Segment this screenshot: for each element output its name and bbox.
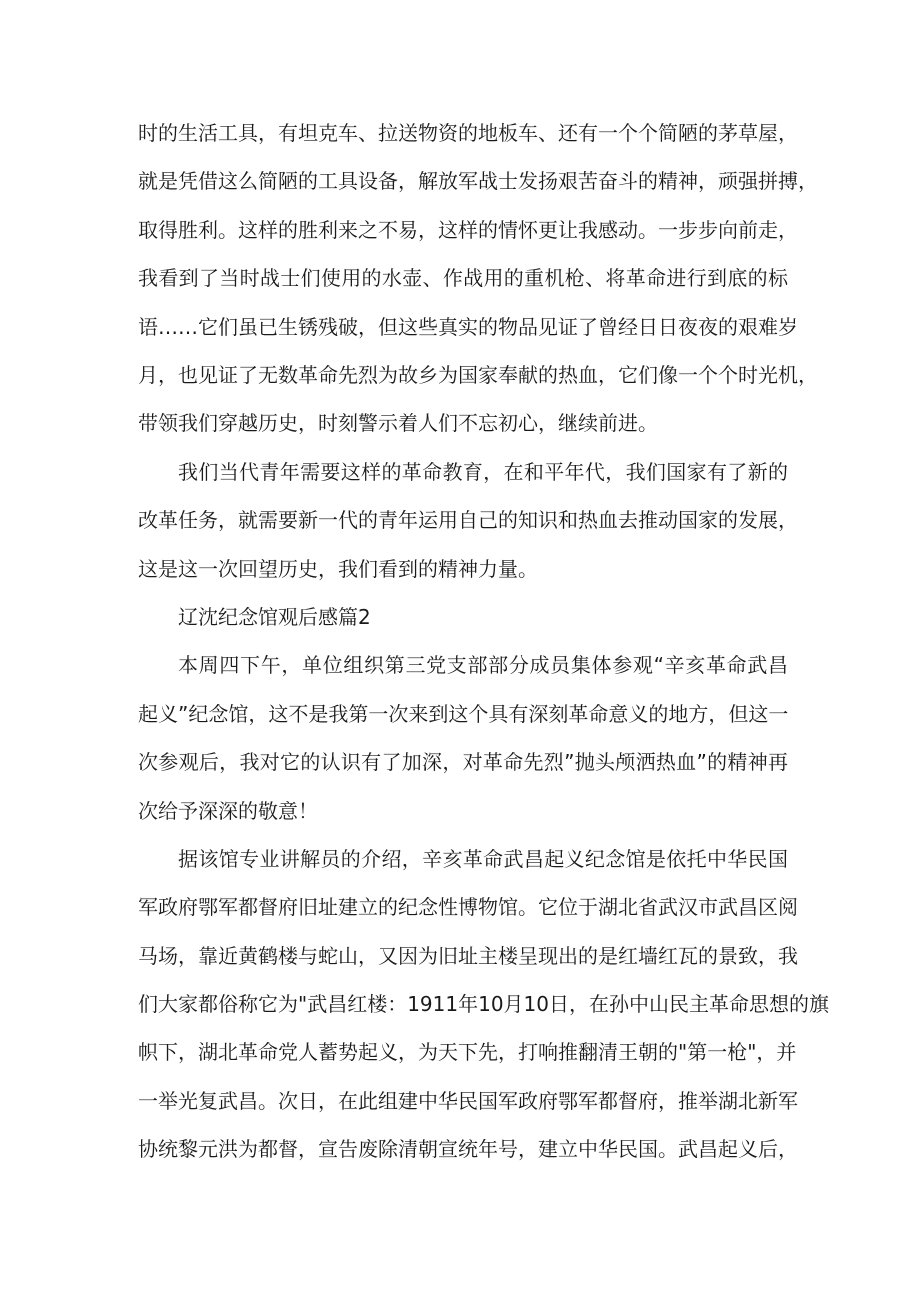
text-line: 取得胜利。这样的胜利来之不易，这样的情怀更让我感动。一步步向前走， [138,218,798,242]
text-line: 就是凭借这么简陋的工具设备，解放军战士发扬艰苦奋斗的精神，顽强拼搏， [138,169,818,193]
text-line: 次给予深深的敬意！ [138,799,318,823]
text-line: 一举光复武昌。次日，在此组建中华民国军政府鄂军都督府，推举湖北新军 [138,1089,798,1113]
text-line: 这是这一次回望历史，我们看到的精神力量。 [138,557,538,581]
text-line: 起义”纪念馆，这不是我第一次来到这个具有深刻革命意义的地方，但这一 [138,702,789,726]
paragraph-first-line: 据该馆专业讲解员的介绍，辛亥革命武昌起义纪念馆是依托中华民国 [178,847,788,871]
text-line: 月，也见证了无数革命先烈为故乡为国家奉献的热血，它们像一个个时光机， [138,363,818,387]
text-line: 语……它们虽已生锈残破，但这些真实的物品见证了曾经日日夜夜的艰难岁 [138,315,798,339]
text-line: 马场，靠近黄鹤楼与蛇山，又因为旧址主楼呈现出的是红墙红瓦的景致，我 [138,944,798,968]
text-line: 协统黎元洪为都督，宣告废除清朝宣统年号，建立中华民国。武昌起义后， [138,1137,798,1161]
paragraph-first-line: 我们当代青年需要这样的革命教育，在和平年代，我们国家有了新的 [178,460,788,484]
text-line: 次参观后，我对它的认识有了加深，对革命先烈”抛头颅洒热血”的精神再 [138,750,788,774]
text-line: 我看到了当时战士们使用的水壶、作战用的重机枪、将革命进行到底的标 [138,266,788,290]
text-line: 们大家都俗称它为"武昌红楼：1911年10月10日，在孙中山民主革命思想的旗 [138,992,829,1016]
text-line: 带领我们穿越历史，时刻警示着人们不忘初心，继续前进。 [138,411,658,435]
text-line: 军政府鄂军都督府旧址建立的纪念性博物馆。它位于湖北省武汉市武昌区阅 [138,895,798,919]
text-line: 帜下，湖北革命党人蓄势起义，为天下先，打响推翻清王朝的"第一枪"，并 [138,1040,797,1064]
text-line: 改革任务，就需要新一代的青年运用自己的知识和热血去推动国家的发展， [138,508,798,532]
paragraph-first-line: 本周四下午，单位组织第三党支部部分成员集体参观“辛亥革命武昌 [178,653,788,677]
section-heading: 辽沈纪念馆观后感篇2 [178,605,371,629]
text-line: 时的生活工具，有坦克车、拉送物资的地板车、还有一个个简陋的茅草屋， [138,121,798,145]
